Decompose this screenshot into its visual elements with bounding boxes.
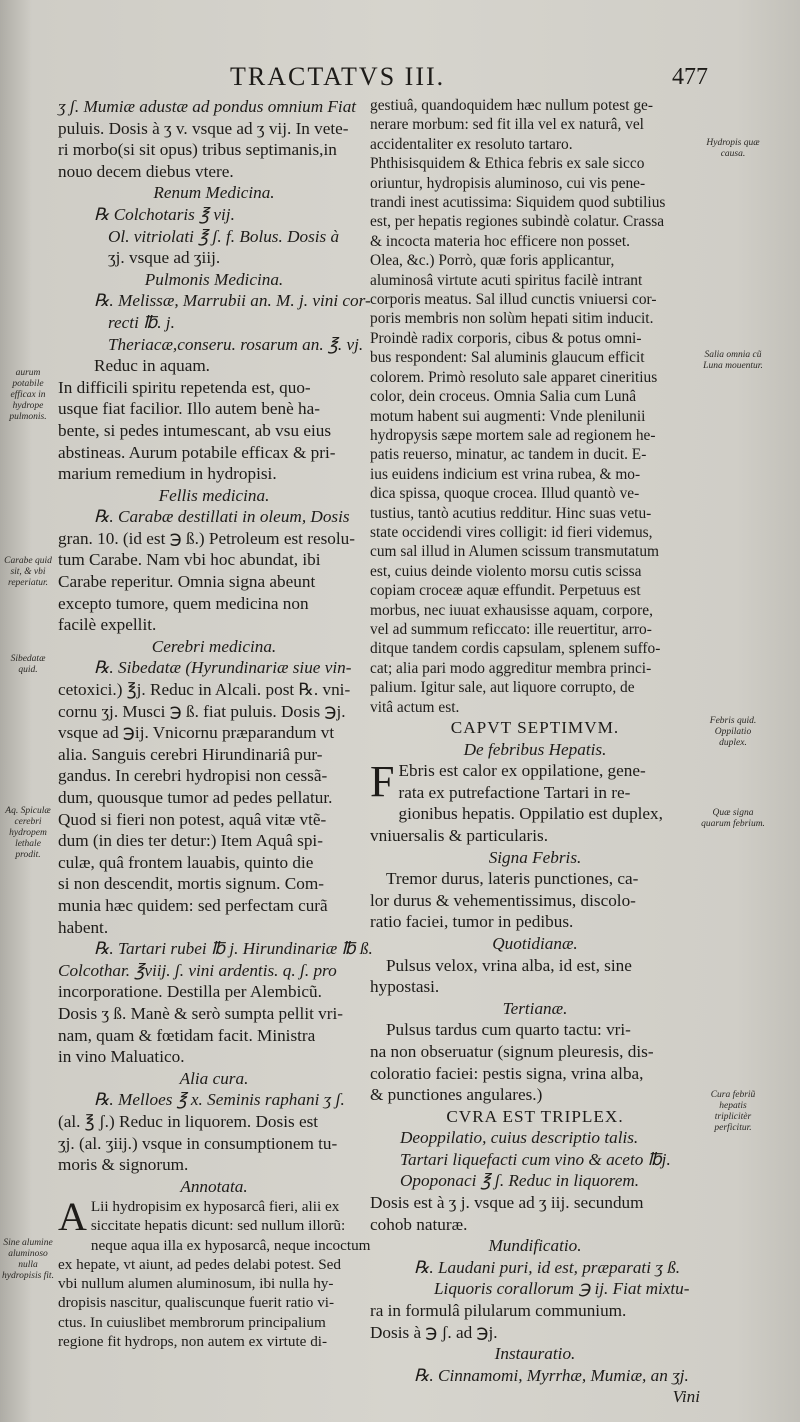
text-line: Dosis ʒ ß. Manè & serò sumpta pellit vri-	[58, 1003, 343, 1023]
text-line: accidentaliter ex resoluto tartaro.	[370, 135, 573, 153]
text-line: (al. ℥ ʃ.) Reduc in liquorem. Dosis est	[58, 1111, 319, 1131]
text-line: patis reuerso, minatur, ac tandem in ducit. E-	[370, 446, 647, 464]
text-line: vbi nullum alumen aluminosum, ibi nulla hy-	[58, 1275, 334, 1293]
annotata-paragraph	[58, 1194, 371, 1351]
drop-cap-A: A	[58, 1194, 87, 1240]
text-line: siccitate hepatis dicunt: sed nullum illorũ:	[90, 1217, 346, 1235]
text-line: ʒj. (al. ʒiij.) vsque in consumptionem tu-	[58, 1133, 338, 1153]
margin-note-right: Salia omnia cũ Luna mouentur.	[703, 350, 763, 371]
text-line: ra in formulâ pilularum communium.	[370, 1301, 627, 1321]
section-heading: Fellis medicina.	[158, 485, 270, 505]
text-line: na non obseruatur (signum pleuresis, dis-	[370, 1041, 654, 1061]
recipe-line: ℞. Laudani puri, id est, præparati ʒ ß.	[414, 1257, 681, 1277]
text-line: cum sal illud in Alumen scissum transmutatum	[370, 543, 659, 561]
text-line: puluis. Dosis à ʒ v. vsque ad ʒ vij. In vete-	[58, 118, 349, 138]
text-line: nam, quam & fœtidam facit. Ministra	[58, 1025, 316, 1045]
text-line: vniuersalis & particularis.	[370, 825, 549, 845]
text-line: morbus, nec iuuat exhausisse aquam, corpore,	[370, 601, 653, 619]
text-line: Dosis est à ʒ j. vsque ad ʒ iij. secundum	[370, 1193, 644, 1213]
margin-note-right: Cura febriũ hepatis triplicitèr perficitur.	[710, 1090, 756, 1133]
text-line: In difficili spiritu repetenda est, quo-	[58, 377, 311, 397]
section-heading: Annotata.	[180, 1176, 248, 1196]
febris-paragraph	[370, 757, 700, 846]
section-heading: Instauratio.	[494, 1344, 576, 1364]
text-line: est, cuius deinde violento morsu cutis scissa	[370, 562, 642, 580]
text-line: vitâ actum est.	[370, 698, 460, 716]
text-line: est, per hepatis regiones subindè colatur. Crassa	[370, 213, 665, 231]
text-line: Pulsus velox, vrina alba, id est, sine	[386, 955, 632, 975]
text-line: bente, si pedes intumescant, ab vsu eius	[58, 420, 332, 440]
text-line: habent.	[58, 917, 109, 937]
text-line: dica spissa, quoque crocea. Illud quantò ve-	[370, 485, 640, 503]
text-line: tum Carabe. Nam vbi hoc abundat, ibi	[58, 550, 321, 570]
recipe-line: ℞. Cinnamomi, Myrrhæ, Mumiæ, an ʒj.	[414, 1365, 689, 1385]
chapter-heading: CAPVT SEPTIMVM.	[450, 718, 620, 737]
text-line: oriuntur, hydropisis aluminoso, cui vis pene-	[370, 174, 646, 192]
text-line: hydropysis sæpe mortem sale ad regionem he-	[370, 426, 656, 444]
text-line: excepto tumore, quem medicina non	[58, 593, 309, 613]
text-line: Quod si fieri non potest, aquâ vitæ vtẽ-	[58, 809, 327, 829]
text-line: Colcothar. ℥viij. ʃ. vini ardentis. q. ʃ. pro	[58, 960, 337, 980]
text-line: & punctiones angulares.)	[370, 1085, 543, 1105]
text-line: aluminosâ virtute acuti spiritus facilè intrant	[370, 271, 643, 289]
text-line: facilè expellit.	[58, 615, 157, 635]
recipe-line: Tartari liquefacti cum vino & aceto ℔j.	[400, 1149, 671, 1169]
page-number: 477	[672, 64, 708, 90]
margin-note-left: Carabe quid sit, & vbi reperiatur.	[4, 556, 52, 588]
margin-note-left: aurum potabile efficax in hydrope pulmonis.	[9, 368, 47, 422]
recipe-line: Opoponaci ℥ ʃ. Reduc in liquorem.	[400, 1171, 640, 1191]
text-line: gran. 10. (id est ℈ ß.) Petroleum est resolu-	[58, 528, 355, 548]
text-line: palium. Igitur sale, aut liquore corrupto, de	[370, 679, 635, 697]
text-line: in vino Maluatico.	[58, 1047, 185, 1067]
text-line: si non descendit, mortis signum. Com-	[58, 874, 324, 894]
text-line: vsque ad ℈ij. Vnicornu præparandum vt	[58, 723, 335, 743]
margin-note-left: Sine alumine aluminoso nulla hydropisis fit.	[2, 1238, 54, 1281]
text-line: ri morbo(si sit opus) tribus septimanis,in	[58, 140, 337, 160]
text-line: Lii hydropisim ex hyposarcâ fieri, alii ex	[90, 1198, 340, 1216]
text-line: culæ, quâ frontem lauabis, quinto die	[58, 852, 314, 872]
text-line: colorem. Primò resoluto sale apparet cineritius	[370, 368, 658, 386]
right-text-column	[370, 96, 700, 1408]
text-line: gionibus hepatis. Oppilatio est duplex,	[398, 804, 663, 824]
text-line: ditque tandem cordis capsulam, splenem suffo-	[370, 640, 661, 658]
text-line: copiam croceæ aquæ effundit. Perpetuus est	[370, 582, 641, 600]
chapter-subtitle: De febribus Hepatis.	[463, 739, 607, 759]
text-line: coloratio faciei: pestis signa, vrina alba,	[370, 1063, 644, 1083]
text-line: moris & signorum.	[58, 1155, 189, 1175]
text-line: vel ad summum reficcato: ille reuertitur, arro-	[370, 620, 652, 638]
text-line: Pulsus tardus cum quarto tactu: vri-	[386, 1020, 631, 1040]
catchword: Vini	[672, 1387, 700, 1407]
running-header	[0, 60, 800, 94]
recipe-line: ℞. Melloes ℥ x. Seminis raphani ʒ ʃ.	[94, 1090, 345, 1110]
left-text-column	[58, 96, 373, 1351]
recipe-line: ℞. Carabæ destillati in oleum, Dosis	[94, 507, 350, 527]
text-line: ʒ ʃ. Mumiæ adustæ ad pondus omnium Fiat	[58, 97, 357, 116]
text-line: trandi inest acutissima: Siquidem quod subtilius	[370, 194, 666, 212]
margin-note-right: Quæ signa quarum febrium.	[701, 808, 765, 829]
text-line: regione fit hydrops, non autem ex virtute di-	[58, 1332, 328, 1350]
text-line: lor durus & vehementissimus, discolo-	[370, 890, 636, 910]
text-line: Proindè radix corporis, cibus & potus omni-	[370, 329, 642, 347]
text-line: nerare morbum: sed fit illa vel ex naturâ, vel	[370, 116, 644, 134]
margin-note-left: Aq. Spiculæ cerebri hydropem lethale prodit.	[5, 806, 51, 860]
text-line: Tremor durus, lateris punctiones, ca-	[386, 869, 639, 889]
section-heading: Cerebri medicina.	[151, 636, 277, 656]
cura-heading: CVRA EST TRIPLEX.	[446, 1106, 624, 1126]
text-line: poris membris non solùm hepati sitim inducit.	[370, 310, 654, 328]
section-heading: Signa Febris.	[488, 847, 582, 867]
margin-note-left: Sibedatæ quid.	[10, 654, 46, 675]
text-line: cetoxici.) ℥j. Reduc in Alcali. post ℞. vni-	[58, 680, 351, 700]
text-line: Ebris est calor ex oppilatione, gene-	[398, 761, 646, 781]
text-line: Olea, &c.) Porrò, quæ foris applicantur,	[370, 252, 615, 270]
text-line: Phthisisquidem & Ethica febris ex sale sicco	[370, 155, 645, 173]
text-line: ctus. In cuiuslibet membrorum principalium	[58, 1313, 326, 1331]
text-line: state occidendi vires colligit: id fieri videmus,	[370, 523, 653, 541]
recipe-line: ℞. Sibedatæ (Hyrundinariæ siue vin-	[94, 658, 352, 678]
text-line: hypostasi.	[370, 977, 440, 997]
text-line: incorporatione. Destilla per Alembicũ.	[58, 982, 322, 1002]
text-line: dropisis nascitur, qualiscunque fuerit ratio vi-	[58, 1294, 335, 1312]
text-line: Dosis à ℈ ʃ. ad ℈j.	[370, 1322, 498, 1342]
text-line: marium remedium in hydropisi.	[58, 464, 277, 484]
text-line: Carabe reperitur. Omnia signa abeunt	[58, 572, 316, 592]
text-line: ratio faciei, tumor in pedibus.	[370, 912, 574, 932]
text-line: Deoppilatio, cuius descriptio talis.	[400, 1128, 639, 1148]
recipe-line: ℞ Colchotaris ℥ vij.	[94, 204, 235, 224]
drop-cap-F: F	[370, 757, 395, 807]
section-heading: Alia cura.	[179, 1068, 249, 1088]
text-line: alia. Sanguis cerebri Hirundinariâ pur-	[58, 744, 323, 764]
text-line: dum (in dies ter detur:) Item Aquâ spi-	[58, 831, 323, 851]
section-heading: Quotidianæ.	[492, 933, 578, 953]
text-line: neque aqua illa ex hyposarcâ, neque incoctum	[90, 1236, 371, 1254]
recipe-line: ℞. Melissæ, Marrubii an. M. j. vini cor-	[94, 291, 371, 311]
text-line: motum habent sui augmenti: Vnde plenilunii	[370, 407, 646, 425]
text-line: & incocta materia hoc efficere non posset.	[370, 232, 630, 250]
text-line: gestiuâ, quandoquidem hæc nullum potest ge-	[370, 97, 653, 114]
recipe-line: ℞. Tartari rubei ℔ j. Hirundinariæ ℔ ß.	[94, 939, 373, 959]
text-line: nouo decem diebus vtere.	[58, 161, 234, 181]
margin-note-right: Hydropis quæ causa.	[706, 138, 760, 159]
margin-note-right: Febris quid. Oppilatio duplex.	[709, 716, 757, 748]
recipe-line: Liquoris corallorum ℈ ij. Fiat mixtu-	[434, 1279, 690, 1299]
text-line: cat; alia pari modo aggreditur membra princi-	[370, 659, 652, 677]
section-heading: Renum Medicina.	[153, 183, 275, 203]
recipe-line: Reduc in aquam.	[94, 356, 210, 376]
recipe-line: Ol. vitriolati ℥ ʃ. f. Bolus. Dosis à	[108, 226, 340, 246]
recipe-line: Theriacæ,conseru. rosarum an. ℥. vj.	[108, 334, 364, 354]
text-line: color, dein croceus. Omnia Salia cum Lunâ	[370, 388, 637, 406]
text-line: corporis meatus. Sal illud cunctis vniuersi cor-	[370, 291, 657, 309]
recipe-line: ʒj. vsque ad ʒiij.	[108, 248, 221, 268]
text-line: cohob naturæ.	[370, 1214, 468, 1234]
text-line: usque fiat facilior. Illo autem benè ha-	[58, 399, 321, 419]
section-heading: Pulmonis Medicina.	[144, 269, 284, 289]
text-line: tustius, tantò acutius redditur. Hinc suas vetu-	[370, 504, 652, 522]
recipe-line: recti ℔. j.	[108, 312, 175, 332]
text-line: abstineas. Aurum potabile efficax & pri-	[58, 442, 336, 462]
text-line: gandus. In cerebri hydropisi non cessã-	[58, 766, 328, 786]
text-line: bus respondent: Sal aluminis glaucum efficit	[370, 349, 645, 367]
running-title: TRACTATVS III.	[230, 62, 446, 91]
text-line: rata ex putrefactione Tartari in re-	[398, 782, 631, 802]
text-line: ius euidens indicium est vrina rubea, & mo-	[370, 465, 641, 483]
text-line: munia hæc quidem: sed perfectam curã	[58, 895, 328, 915]
text-line: ex hepate, vt aiunt, ad pedes delabi potest. Sed	[58, 1255, 341, 1273]
text-line: dum, quousque tumor ad pedes pellatur.	[58, 788, 333, 807]
text-line: cornu ʒj. Musci ℈ ß. fiat puluis. Dosis ℈j.	[58, 701, 346, 721]
section-heading: Mundificatio.	[488, 1236, 582, 1256]
section-heading: Tertianæ.	[502, 998, 568, 1018]
hydrops-paragraph	[370, 96, 700, 717]
